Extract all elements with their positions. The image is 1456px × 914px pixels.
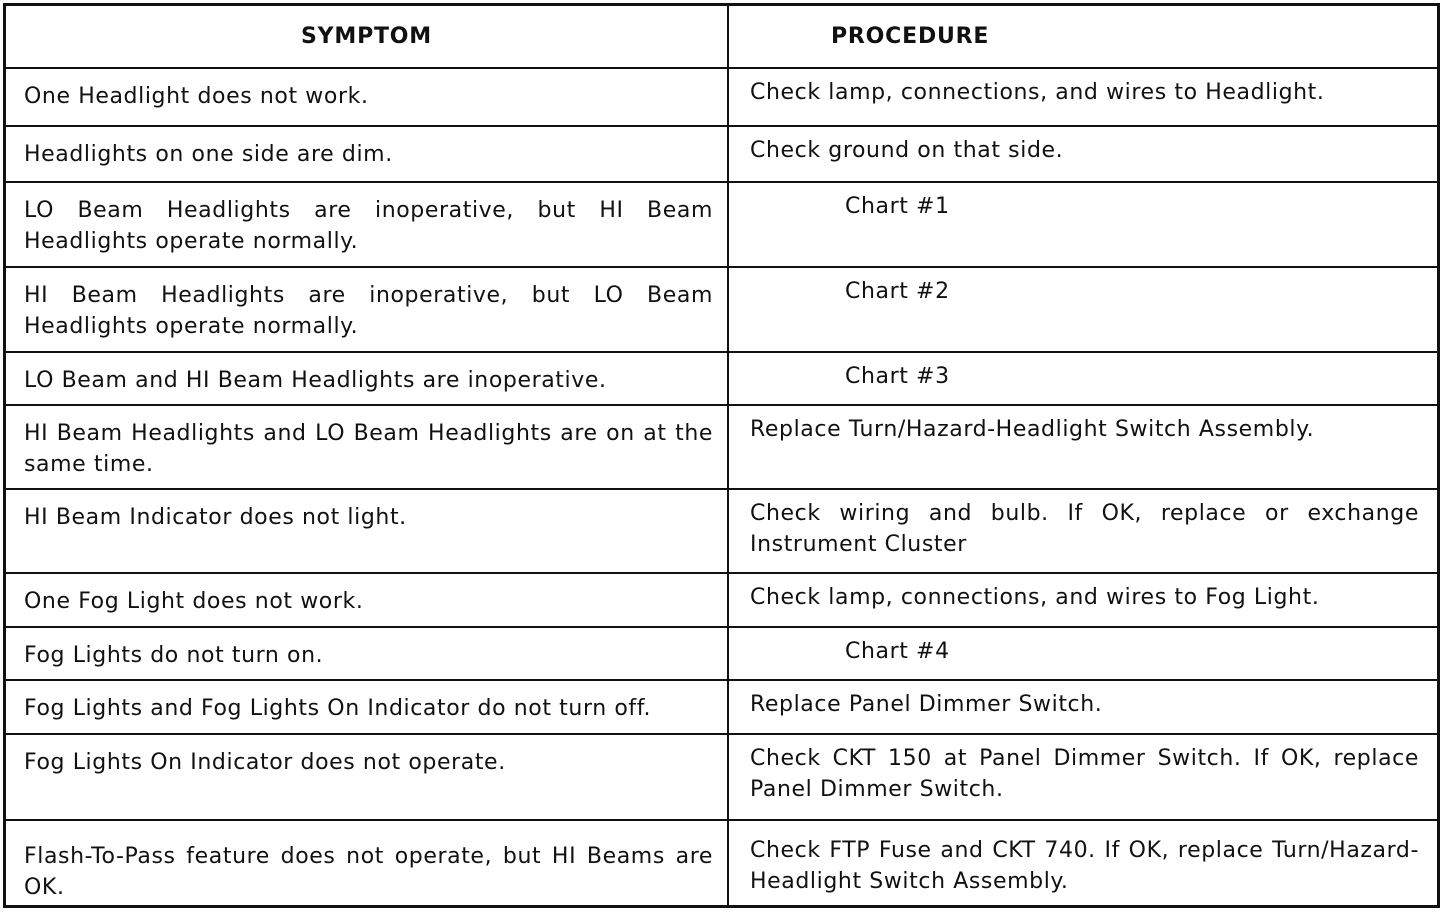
- procedure-cell: Check FTP Fuse and CKT 740. If OK, replace Turn/Hazard-Headlight Switch Assembly.: [728, 820, 1437, 905]
- diagnosis-table: [6, 6, 1437, 905]
- diagnosis-table-frame: [3, 3, 1440, 908]
- table-header-row: [6, 6, 1437, 68]
- header-symptom: SYMPTOM: [6, 6, 728, 68]
- header-procedure: PROCEDURE: [728, 6, 1437, 68]
- procedure-cell: Check CKT 150 at Panel Dimmer Switch. If OK, replace Panel Dimmer Switch.: [728, 734, 1437, 820]
- symptom-cell: Flash-To-Pass feature does not operate, but HI Beams are OK.: [6, 820, 728, 905]
- procedure-cell: Check wiring and bulb. If OK, replace or exchange Instrument Cluster: [728, 489, 1437, 573]
- symptom-cell: Fog Lights and Fog Lights On Indicator do not turn off.: [6, 680, 728, 734]
- symptom-cell: HI Beam Headlights are inoperative, but LO Beam Headlights operate normally.: [6, 267, 728, 352]
- table-row: [6, 352, 1437, 405]
- symptom-cell: Headlights on one side are dim.: [6, 126, 728, 182]
- symptom-cell: Fog Lights do not turn on.: [6, 627, 728, 680]
- procedure-cell: Replace Turn/Hazard-Headlight Switch Assembly.: [728, 405, 1437, 489]
- symptom-cell: LO Beam and HI Beam Headlights are inoperative.: [6, 352, 728, 405]
- table-row: [6, 405, 1437, 489]
- procedure-cell: Replace Panel Dimmer Switch.: [728, 680, 1437, 734]
- table-row: [6, 573, 1437, 627]
- symptom-cell: HI Beam Headlights and LO Beam Headlights are on at the same time.: [6, 405, 728, 489]
- symptom-cell: One Fog Light does not work.: [6, 573, 728, 627]
- table-row: [6, 680, 1437, 734]
- table-row: [6, 489, 1437, 573]
- table-row: [6, 627, 1437, 680]
- procedure-cell: Check ground on that side.: [728, 126, 1437, 182]
- table-row: [6, 734, 1437, 820]
- procedure-cell: Check lamp, connections, and wires to Headlight.: [728, 68, 1437, 126]
- symptom-cell: HI Beam Indicator does not light.: [6, 489, 728, 573]
- table-row: [6, 126, 1437, 182]
- procedure-cell: Check lamp, connections, and wires to Fog Light.: [728, 573, 1437, 627]
- procedure-chart-reference: Chart #1: [728, 182, 1437, 267]
- table-row: [6, 820, 1437, 905]
- symptom-cell: Fog Lights On Indicator does not operate.: [6, 734, 728, 820]
- symptom-cell: One Headlight does not work.: [6, 68, 728, 126]
- procedure-chart-reference: Chart #4: [728, 627, 1437, 680]
- table-row: [6, 267, 1437, 352]
- symptom-cell: LO Beam Headlights are inoperative, but HI Beam Headlights operate normally.: [6, 182, 728, 267]
- table-row: [6, 182, 1437, 267]
- procedure-chart-reference: Chart #3: [728, 352, 1437, 405]
- procedure-chart-reference: Chart #2: [728, 267, 1437, 352]
- table-row: [6, 68, 1437, 126]
